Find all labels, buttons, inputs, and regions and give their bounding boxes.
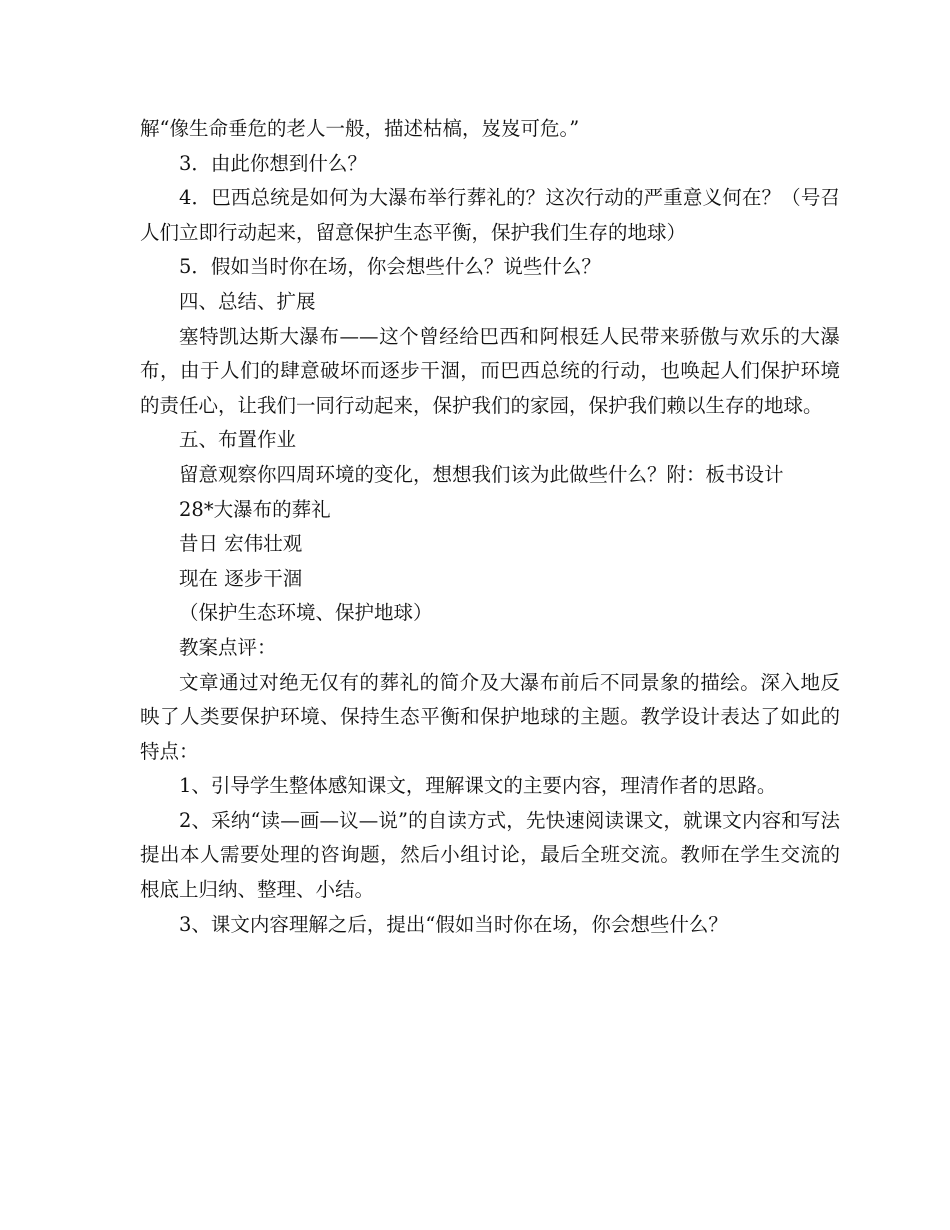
review-point-2: 2、采纳“读—画—议—说”的自读方式，先快速阅读课文，就课文内容和写法提出本人需要处理的咨询题，然后小组讨论，最后全班交流。教师在学生交流的根底上归纳、整理、小结。 <box>140 808 840 902</box>
paragraph-review: 文章通过对绝无仅有的葬礼的简介及大瀑布前后不同景象的描绘。深入地反映了人类要保护环境、保持生态平衡和保护地球的主题。教学设计表达了如此的特点： <box>140 670 840 763</box>
section-heading-summary: 四、总结、扩展 <box>179 289 316 313</box>
paragraph-summary: 塞特凯达斯大瀑布——这个曾经给巴西和阿根廷人民带来骄傲与欢乐的大瀑布，由于人们的肆意破坏而逐步干涸，而巴西总统的行动，也唤起人们保护环境的责任心，让我们一同行动起来，保护我们的家园，保护我们赖以生存的地球。 <box>140 324 840 417</box>
board-title: 28*大瀑布的葬礼 <box>179 497 331 521</box>
review-point-1: 1、引导学生整体感知课文，理解课文的主要内容，理清作者的思路。 <box>179 774 777 798</box>
paragraph-question-4: 4．巴西总统是如何为大瀑布举行葬礼的？这次行动的严重意义何在？（号召人们立即行动起来，留意保护生态平衡，保护我们生存的地球） <box>140 186 840 244</box>
paragraph-question-5: 5．假如当时你在场，你会想些什么？说些什么？ <box>179 255 601 279</box>
section-heading-review: 教案点评： <box>179 635 277 659</box>
board-line-past: 昔日 宏伟壮观 <box>179 532 303 556</box>
section-heading-homework: 五、布置作业 <box>179 428 297 452</box>
board-line-theme: （保护生态环境、保护地球） <box>179 601 433 625</box>
paragraph-question-3: 3．由此你想到什么？ <box>179 151 367 175</box>
paragraph-homework: 留意观察你四周环境的变化，想想我们该为此做些什么？附：板书设计 <box>179 462 784 486</box>
board-line-now: 现在 逐步干涸 <box>179 566 303 590</box>
review-point-3: 3、课文内容理解之后，提出“假如当时你在场，你会想些什么？ <box>179 912 728 936</box>
document-body <box>140 112 840 942</box>
paragraph-continuation: 解“像生命垂危的老人一般，描述枯槁，岌岌可危。” <box>140 117 580 140</box>
